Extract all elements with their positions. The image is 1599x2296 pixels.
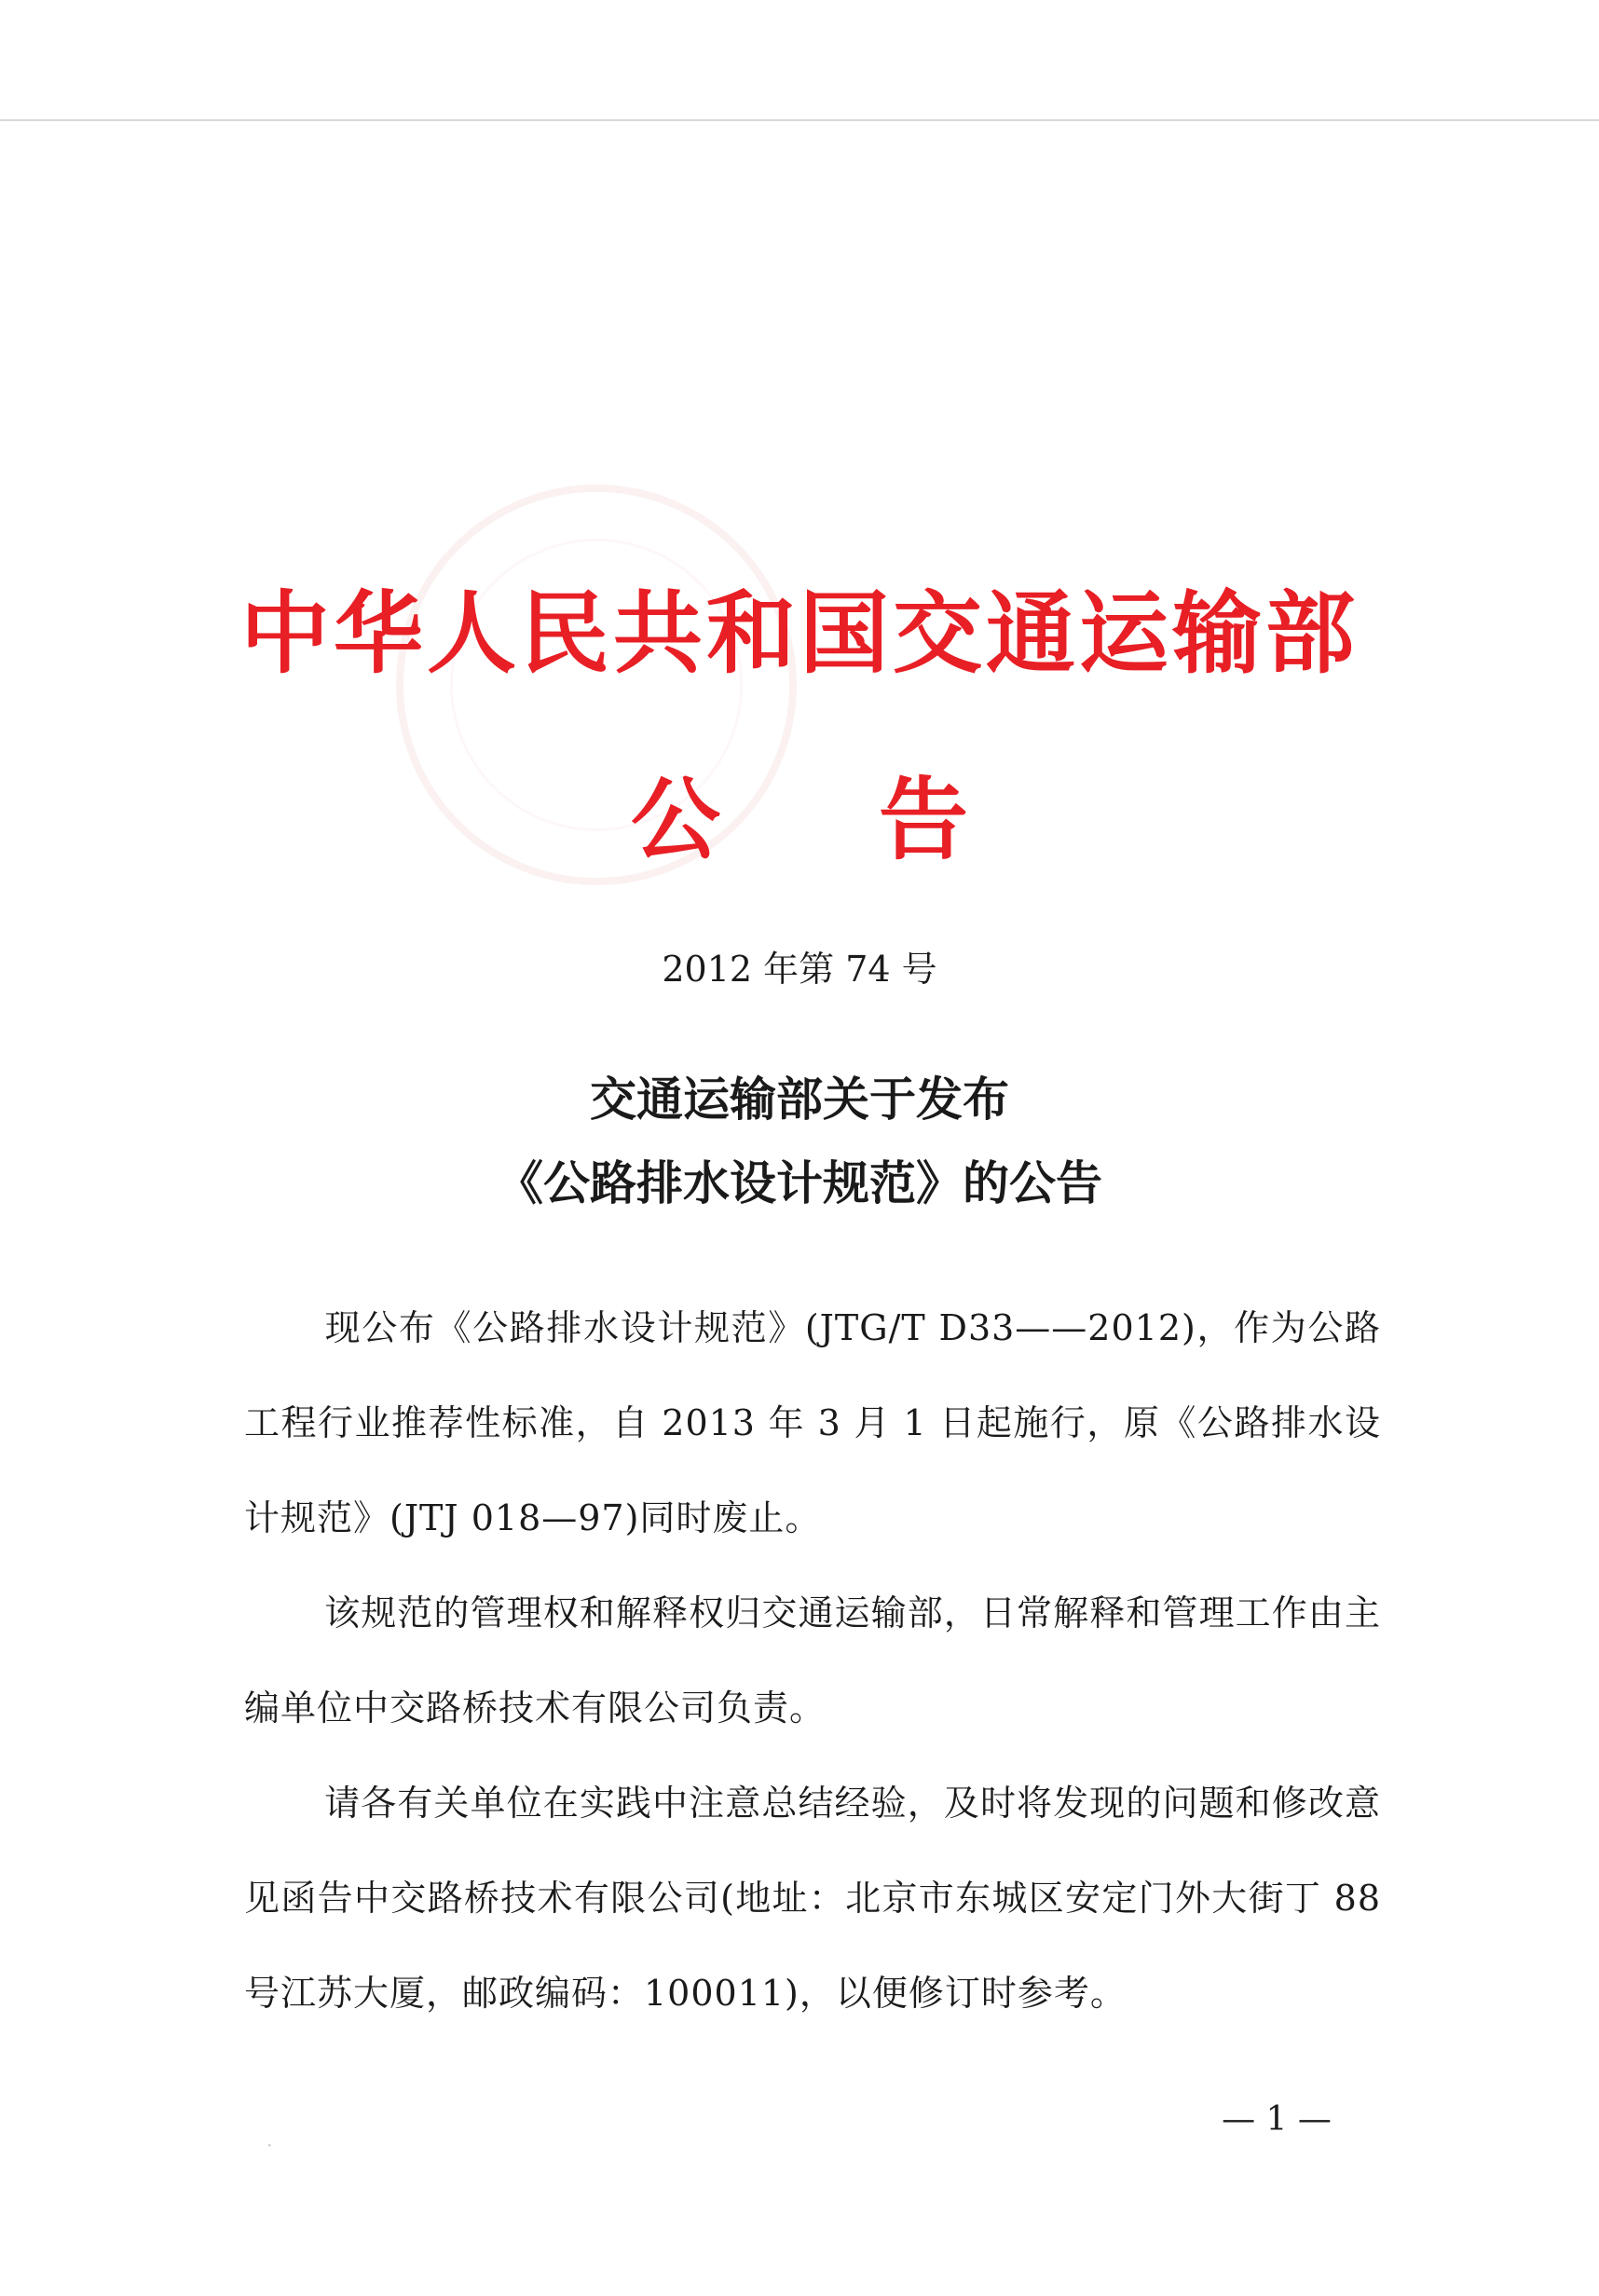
document-number: 2012 年第 74 号 [662, 949, 937, 990]
body-paragraph-3 [244, 1756, 1381, 2041]
title-line-1: 交通运输部关于发布 [590, 1072, 1009, 1127]
scan-edge-line [0, 119, 1599, 121]
paragraph-text: 请各有关单位在实践中注意总结经验，及时将发现的问题和修改意见函告中交路桥技术有限公司(地址：北京市东城区安定门外大街丁 88 号江苏大厦，邮政编码：100011)，以便修订时参考。 [244, 1783, 1381, 2014]
document-type-heading: 公告 [631, 767, 1127, 872]
paragraph-text: 现公布《公路排水设计规范》(JTG/T D33——2012)，作为公路工程行业推荐性标准，自 2013 年 3 月 1 日起施行，原《公路排水设计规范》(JTJ 018—97)同时废止。 [244, 1307, 1381, 1538]
paragraph-text: 该规范的管理权和解释权归交通运输部，日常解释和管理工作由主编单位中交路桥技术有限公司负责。 [244, 1592, 1381, 1729]
title-line-2: 《公路排水设计规范》的公告 [497, 1155, 1102, 1210]
page-number: — 1 — [1222, 2100, 1332, 2139]
body-paragraph-1 [244, 1280, 1381, 1565]
issuer-masthead: 中华人民共和国交通运输部 [240, 581, 1359, 686]
body-paragraph-2 [244, 1565, 1381, 1756]
scan-speck: · [266, 2134, 273, 2156]
